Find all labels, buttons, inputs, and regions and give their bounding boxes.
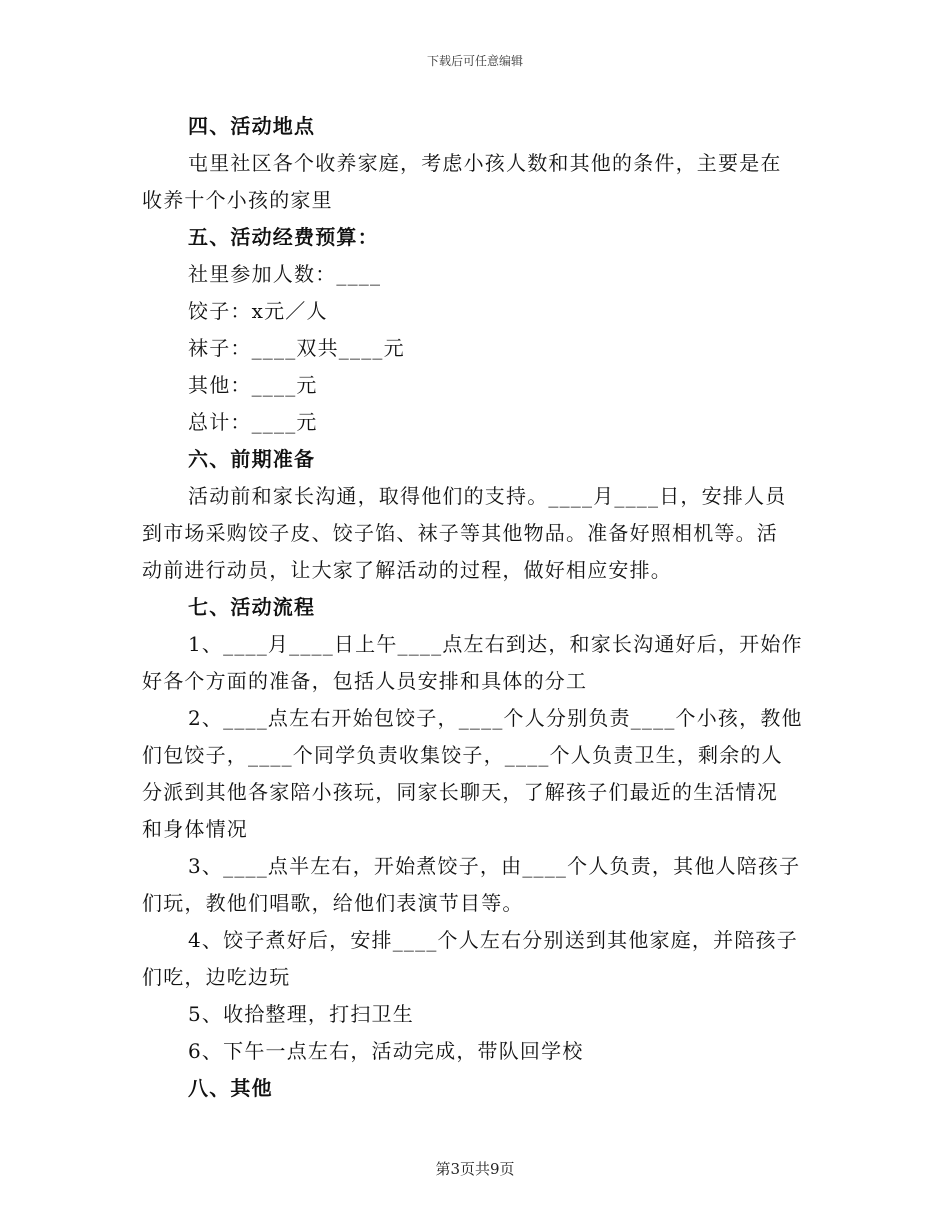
- section-heading: 五、活动经费预算：: [188, 225, 379, 249]
- paragraph-line: 2、____点左右开始包饺子，____个人分别负责____个小孩，教他: [188, 706, 803, 730]
- page-footer: 第3页共9页: [435, 1160, 515, 1178]
- budget-item: 饺子：x元／人: [188, 299, 328, 323]
- paragraph-line: 好各个方面的准备，包括人员安排和具体的分工: [142, 669, 588, 693]
- paragraph-line: 5、收拾整理，打扫卫生: [188, 1002, 414, 1026]
- paragraph-line: 到市场采购饺子皮、饺子馅、袜子等其他物品。准备好照相机等。活: [142, 521, 778, 545]
- paragraph-line: 分派到其他各家陪小孩玩，同家长聊天，了解孩子们最近的生活情况: [142, 780, 778, 804]
- section-heading: 六、前期准备: [188, 447, 316, 471]
- paragraph-line: 屯里社区各个收养家庭，考虑小孩人数和其他的条件，主要是在: [188, 151, 782, 175]
- section-heading: 四、活动地点: [188, 114, 316, 138]
- budget-item: 袜子：____双共____元: [188, 336, 405, 360]
- section-heading: 八、其他: [188, 1076, 273, 1100]
- paragraph-line: 们包饺子，____个同学负责收集饺子，____个人负责卫生，剩余的人: [142, 743, 783, 767]
- paragraph-line: 活动前和家长沟通，取得他们的支持。____月____日，安排人员: [188, 484, 787, 508]
- paragraph-line: 4、饺子煮好后，安排____个人左右分别送到其他家庭，并陪孩子: [188, 928, 798, 952]
- budget-item: 其他：____元: [188, 373, 318, 397]
- section-heading: 七、活动流程: [188, 595, 316, 619]
- paragraph-line: 动前进行动员，让大家了解活动的过程，做好相应安排。: [142, 558, 672, 582]
- paragraph-line: 和身体情况: [142, 817, 248, 841]
- paragraph-line: 3、____点半左右，开始煮饺子，由____个人负责，其他人陪孩子: [188, 854, 801, 878]
- budget-item: 社里参加人数：____: [188, 262, 382, 286]
- paragraph-line: 收养十个小孩的家里: [142, 188, 333, 212]
- paragraph-line: 1、____月____日上午____点左右到达，和家长沟通好后，开始作: [188, 632, 803, 656]
- paragraph-line: 6、下午一点左右，活动完成，带队回学校: [188, 1039, 584, 1063]
- page-header: 下载后可任意编辑: [426, 54, 523, 68]
- budget-item: 总计：____元: [188, 410, 318, 434]
- paragraph-line: 们吃，边吃边玩: [142, 965, 291, 989]
- paragraph-line: 们玩，教他们唱歌，给他们表演节目等。: [142, 891, 524, 915]
- document-body: [142, 108, 807, 1107]
